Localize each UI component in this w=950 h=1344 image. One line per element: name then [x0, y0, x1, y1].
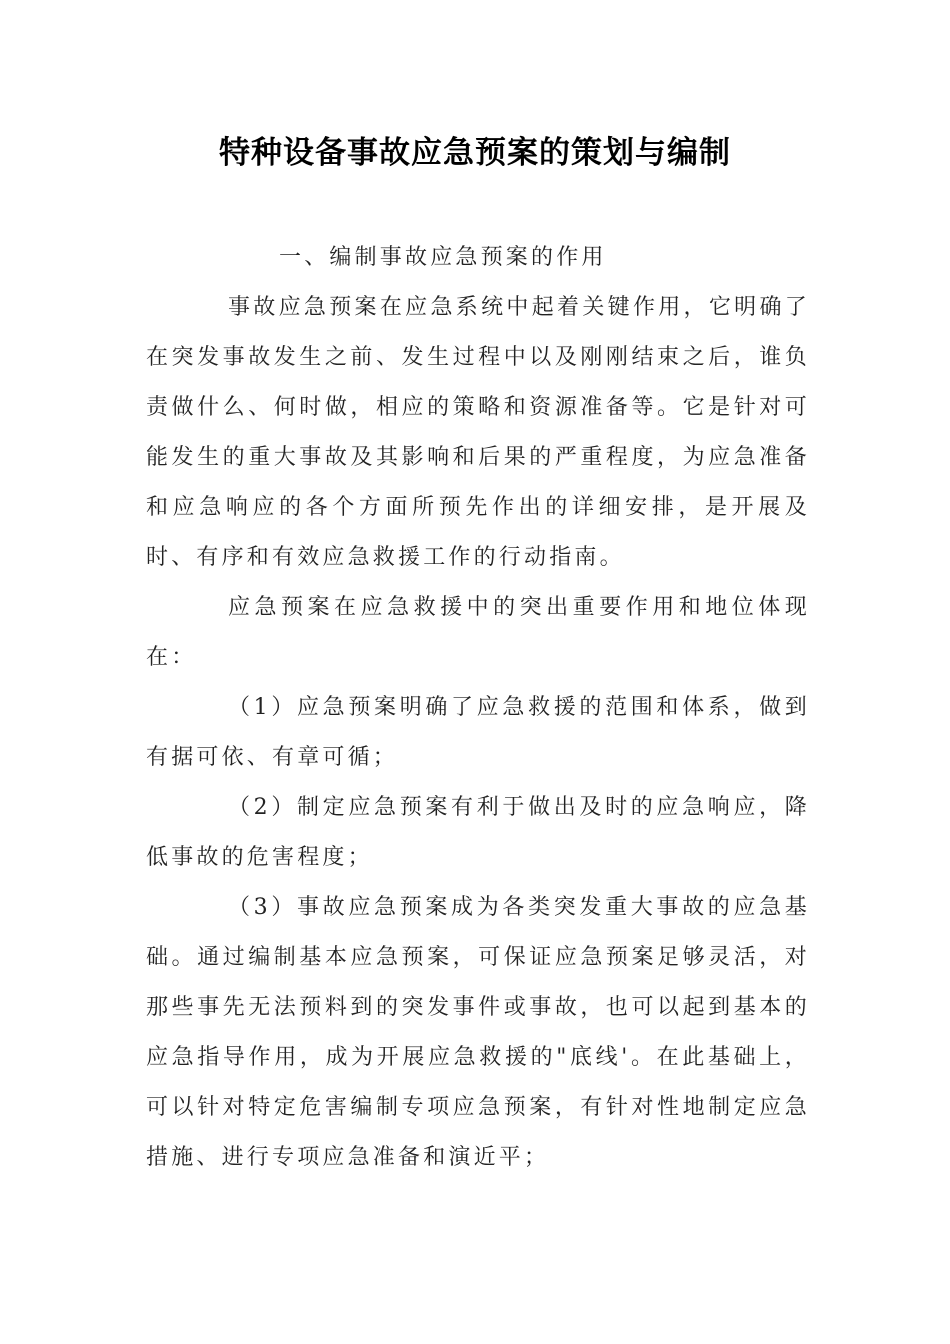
document-title: 特种设备事故应急预案的策划与编制: [219, 135, 731, 171]
paragraph: 应急预案在应急救援中的突出重要作用和地位体现在：: [146, 595, 810, 670]
list-item: （1）应急预案明确了应急救援的范围和体系，做到有据可依、有章可循；: [146, 695, 810, 770]
section-heading: 一、编制事故应急预案的作用: [279, 245, 607, 270]
list-item: （2）制定应急预案有利于做出及时的应急响应，降低事故的危害程度；: [146, 795, 810, 870]
document-body: [146, 233, 810, 1183]
list-item: （3）事故应急预案成为各类突发重大事故的应急基础。通过编制基本应急预案，可保证应急预案足够灵活，对那些事先无法预料到的突发事件或事故，也可以起到基本的应急指导作用，成为开展应急救援的"底线'。在此基础上，可以针对特定危害编制专项应急预案，有针对性地制定应急措施、进行专项应急准备和演近平；: [146, 895, 810, 1170]
paragraph: 事故应急预案在应急系统中起着关键作用，它明确了在突发事故发生之前、发生过程中以及刚刚结束之后，谁负责做什么、何时做，相应的策略和资源准备等。它是针对可能发生的重大事故及其影响和后果的严重程度，为应急准备和应急响应的各个方面所预先作出的详细安排，是开展及时、有序和有效应急救援工作的行动指南。: [146, 295, 810, 570]
